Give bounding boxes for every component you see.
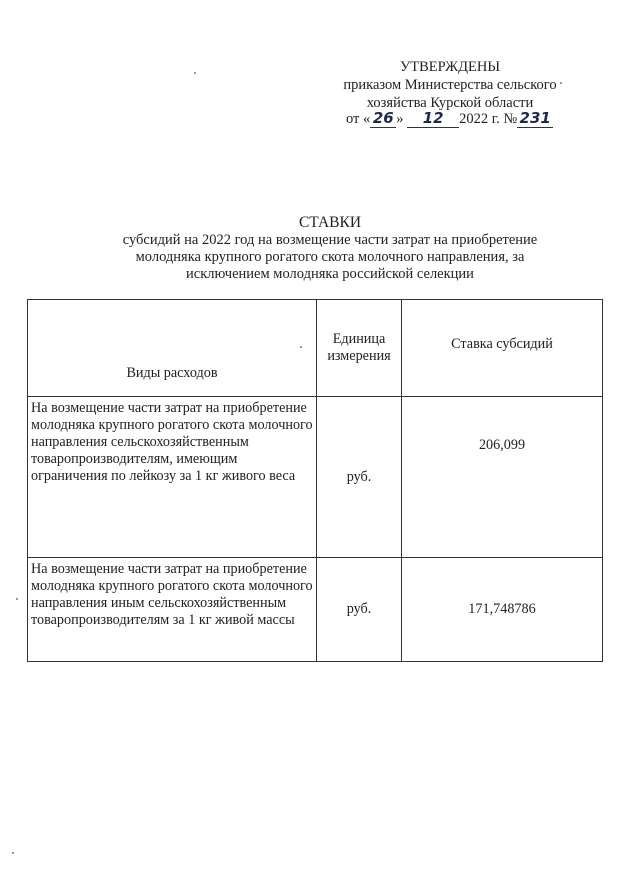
- row-kind: На возмещение части затрат на приобретение молодняка крупного рогатого скота молочного направления сельскохозяйственным товаропроизводителям, имеющим ограничения по лейкозу за 1 кг живого веса: [28, 397, 317, 558]
- date-prefix: от «: [346, 111, 371, 127]
- row-rate: 171,748786: [402, 558, 603, 662]
- approval-line-region: хозяйства Курской области: [366, 95, 534, 111]
- scan-speck: [560, 82, 562, 84]
- scan-speck: [12, 852, 14, 854]
- row-unit: руб.: [317, 397, 402, 558]
- approval-heading: УТВЕРЖДЕНЫ: [399, 59, 501, 75]
- document-title: [70, 214, 590, 283]
- order-day: 26: [372, 109, 394, 127]
- title-heading: СТАВКИ: [298, 214, 362, 231]
- title-line-1: субсидий на 2022 год на возмещение части затрат на приобретение: [122, 232, 538, 248]
- header-kind: Виды расходов: [28, 300, 317, 397]
- row-kind: На возмещение части затрат на приобретение молодняка крупного рогатого скота молочного направления иным сельскохозяйственным товаропроизводителям за 1 кг живой массы: [28, 558, 317, 662]
- order-date-line: [346, 110, 553, 128]
- row-rate: 206,099: [402, 397, 603, 558]
- title-line-3: исключением молодняка российской селекции: [186, 266, 474, 282]
- table-row: [28, 558, 603, 662]
- rates-table: [27, 299, 603, 662]
- order-number: 231: [519, 109, 551, 127]
- scan-speck: [300, 346, 302, 348]
- table-row: [28, 397, 603, 558]
- approval-line-ministry: приказом Министерства сельского: [343, 77, 557, 93]
- date-mid: »: [396, 111, 404, 127]
- order-month: 12: [422, 109, 444, 127]
- table-header-row: [28, 300, 603, 397]
- scan-speck: [16, 598, 18, 600]
- title-line-2: молодняка крупного рогатого скота молочного направления, за: [135, 249, 525, 265]
- scan-speck: [194, 72, 196, 74]
- approval-stamp: [330, 58, 570, 112]
- header-rate: Ставка субсидий: [402, 300, 603, 397]
- order-year: 2022 г. №: [459, 111, 518, 127]
- header-unit: Единица измерения: [317, 300, 402, 397]
- row-unit: руб.: [317, 558, 402, 662]
